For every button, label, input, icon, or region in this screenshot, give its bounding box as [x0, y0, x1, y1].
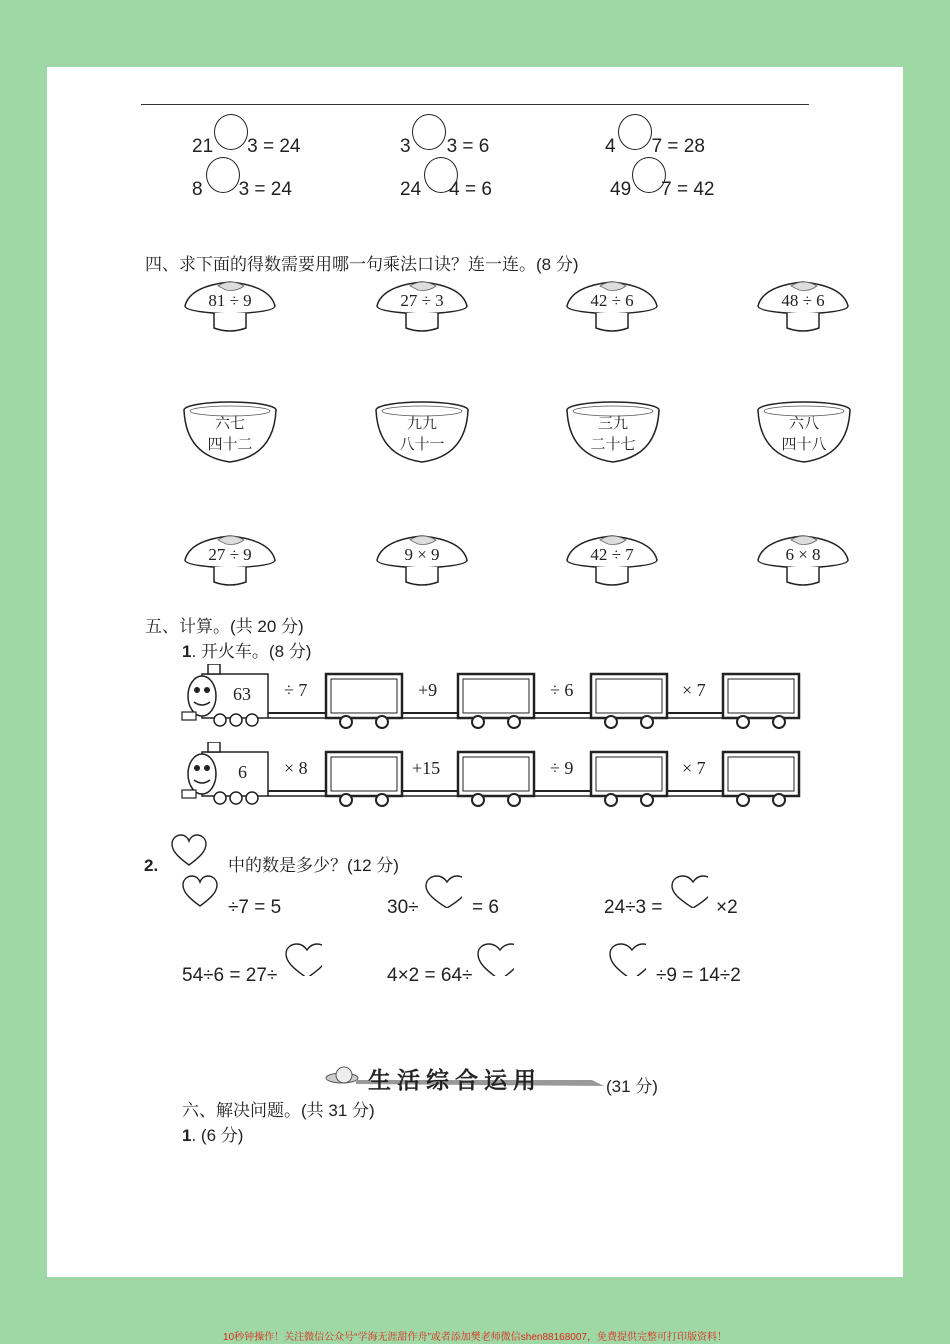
answer-circle[interactable]	[412, 114, 446, 150]
mushroom-label: 27 ÷ 9	[208, 545, 252, 564]
eq-right: 3 = 24	[238, 179, 292, 200]
banner-score: (31 分)	[606, 1077, 658, 1096]
answer-circle[interactable]	[632, 157, 666, 193]
operation-label: × 7	[682, 680, 706, 700]
operation-label: ÷ 9	[550, 758, 574, 778]
q2-expression: 4×2 = 64÷	[387, 965, 473, 986]
eq-left: 49	[610, 179, 632, 200]
top-rule	[141, 104, 809, 105]
eq-right: 4 = 6	[449, 179, 492, 200]
bowl-card[interactable]	[565, 400, 661, 468]
eq-left: 8	[192, 179, 203, 200]
mushroom-card[interactable]	[372, 532, 472, 602]
heart-answer-icon[interactable]	[181, 874, 219, 908]
operation-label: × 8	[284, 758, 308, 778]
heart-icon	[170, 833, 208, 867]
answer-circle[interactable]	[206, 157, 240, 193]
section6-q1	[182, 1125, 243, 1147]
section4-title: 四、求下面的得数需要用哪一句乘法口诀？连一连。(8 分)	[145, 255, 579, 274]
answer-box[interactable]	[728, 757, 794, 791]
q2-expression: ÷9 = 14÷2	[656, 965, 741, 986]
mushroom-card[interactable]	[753, 278, 853, 348]
train-row-2	[180, 742, 805, 814]
mushroom-card[interactable]	[562, 532, 662, 602]
mushroom-label: 42 ÷ 7	[590, 545, 634, 564]
mushroom-label: 27 ÷ 3	[400, 291, 444, 310]
mushroom-label: 42 ÷ 6	[590, 291, 634, 310]
eq-left: 24	[400, 179, 422, 200]
q2-expression: ÷7 = 5	[228, 897, 282, 918]
eq-right: 7 = 42	[661, 179, 715, 200]
banner-title: 生活综合运用	[368, 1067, 542, 1093]
q1-heading	[182, 641, 311, 663]
q2-expression: 54÷6 = 27÷	[182, 965, 278, 986]
footer-notice: 10秒钟操作！关注微信公众号“学海无涯甜作舟”或者添加樊老师微信shen88168007，免费提供完整可打印版资料！	[223, 1332, 727, 1343]
q1-number: 1	[182, 642, 192, 661]
section6-title: 六、解决问题。(共 31 分)	[182, 1101, 375, 1120]
mushroom-label: 81 ÷ 9	[208, 291, 252, 310]
mushroom-card[interactable]	[180, 278, 280, 348]
operation-label: +9	[418, 680, 438, 700]
q1-number: 1	[182, 1126, 192, 1145]
mushroom-label: 48 ÷ 6	[781, 291, 825, 310]
q2-expression: = 6	[472, 897, 499, 918]
q1-text: . (6 分)	[191, 1126, 244, 1145]
mushroom-card[interactable]	[562, 278, 662, 348]
heart-answer-icon[interactable]	[284, 942, 322, 976]
mushroom-label: 9 × 9	[404, 545, 440, 564]
answer-box[interactable]	[463, 757, 529, 791]
heart-answer-icon[interactable]	[670, 874, 708, 908]
answer-circle[interactable]	[214, 114, 248, 150]
q2-expression: ×2	[716, 897, 738, 918]
heart-answer-icon[interactable]	[476, 942, 514, 976]
operation-label: +15	[412, 758, 441, 778]
section5-title: 五、计算。(共 20 分)	[145, 617, 304, 636]
q2-text: 中的数是多少？(12 分)	[228, 856, 399, 875]
eq-right: 7 = 28	[651, 136, 705, 157]
q2-expression: 30÷	[387, 897, 419, 918]
eq-left: 4	[605, 136, 616, 157]
operation-label: × 7	[682, 758, 706, 778]
bowl-line2: 四十二	[207, 435, 253, 453]
answer-box[interactable]	[728, 679, 794, 713]
answer-circle[interactable]	[424, 157, 458, 193]
answer-box[interactable]	[331, 679, 397, 713]
bowl-line2: 二十七	[590, 435, 636, 453]
operation-label: ÷ 7	[284, 680, 308, 700]
mushroom-card[interactable]	[180, 532, 280, 602]
bowl-line1: 三九	[597, 414, 628, 432]
eq-right: 3 = 24	[247, 136, 301, 157]
bowl-line2: 四十八	[781, 435, 827, 453]
q2-expression: 24÷3 =	[604, 897, 663, 918]
bowl-card[interactable]	[182, 400, 278, 468]
mushroom-card[interactable]	[753, 532, 853, 602]
train-row-1	[180, 664, 805, 736]
eq-right: 3 = 6	[446, 136, 490, 157]
engine-number: 63	[233, 684, 251, 704]
bowl-line1: 九九	[406, 414, 437, 432]
answer-box[interactable]	[331, 757, 397, 791]
heart-answer-icon[interactable]	[608, 942, 646, 976]
eq-left: 21	[192, 136, 214, 157]
q1-text: . 开火车。(8 分)	[191, 642, 312, 661]
answer-box[interactable]	[596, 679, 662, 713]
answer-box[interactable]	[463, 679, 529, 713]
engine-number: 6	[238, 762, 247, 782]
mushroom-label: 6 × 8	[785, 545, 821, 564]
bowl-card[interactable]	[374, 400, 470, 468]
heart-answer-icon[interactable]	[424, 874, 462, 908]
bowl-line1: 六七	[214, 414, 245, 432]
bowl-card[interactable]	[756, 400, 852, 468]
bowl-line2: 八十一	[399, 435, 445, 453]
operation-label: ÷ 6	[550, 680, 574, 700]
mushroom-card[interactable]	[372, 278, 472, 348]
answer-box[interactable]	[596, 757, 662, 791]
bowl-line1: 六八	[788, 414, 819, 432]
answer-circle[interactable]	[618, 114, 652, 150]
q2-number: 2.	[144, 856, 159, 875]
eq-left: 3	[400, 136, 411, 157]
